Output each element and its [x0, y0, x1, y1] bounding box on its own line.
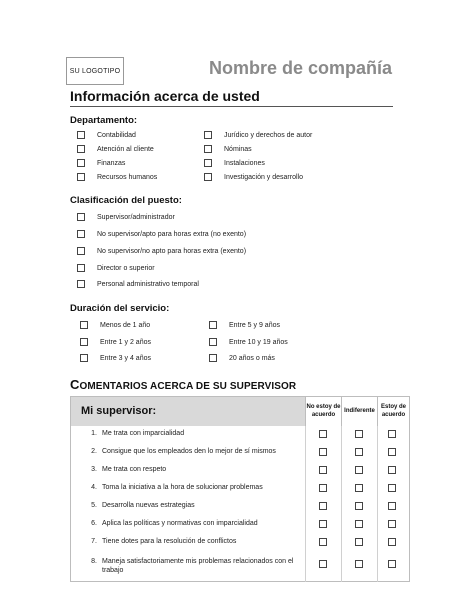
item-text: Desarrolla nuevas estrategias	[102, 502, 195, 509]
checkbox[interactable]	[209, 354, 217, 362]
logo-text: SU LOGOTIPO	[69, 67, 121, 75]
checkbox[interactable]	[80, 354, 88, 362]
dept-option[interactable]: Instalaciones	[204, 159, 265, 167]
column-header-disagree: No estoy de acuerdo	[305, 397, 341, 426]
dept-option[interactable]: Recursos humanos	[77, 173, 157, 181]
checkbox[interactable]	[209, 321, 217, 329]
item-text: Tiene dotes para la resolución de conflictos	[102, 538, 237, 545]
checkbox[interactable]	[204, 159, 212, 167]
neutral-checkbox[interactable]	[355, 484, 363, 492]
service-option[interactable]: 20 años o más	[209, 354, 275, 362]
agree-checkbox[interactable]	[388, 484, 396, 492]
item-text: Aplica las políticas y normativas con imparcialidad	[102, 520, 258, 527]
disagree-checkbox[interactable]	[319, 448, 327, 456]
department-label: Departamento:	[70, 115, 138, 126]
position-option[interactable]: Supervisor/administrador	[77, 213, 175, 221]
service-option[interactable]: Entre 3 y 4 años	[80, 354, 151, 362]
column-divider	[341, 426, 342, 582]
item-text: Me trata con imparcialidad	[102, 430, 185, 437]
disagree-checkbox[interactable]	[319, 520, 327, 528]
column-divider	[377, 426, 378, 582]
checkbox[interactable]	[80, 338, 88, 346]
neutral-checkbox[interactable]	[355, 520, 363, 528]
position-option[interactable]: Director o superior	[77, 264, 155, 272]
dept-option[interactable]: Atención al cliente	[77, 145, 154, 153]
checkbox[interactable]	[77, 230, 85, 238]
position-option[interactable]: Personal administrativo temporal	[77, 280, 199, 288]
service-option[interactable]: Menos de 1 año	[80, 321, 150, 329]
service-option[interactable]: Entre 1 y 2 años	[80, 338, 151, 346]
item-text: Consigue que los empleados den lo mejor de sí mismos	[102, 448, 276, 455]
service-option[interactable]: Entre 5 y 9 años	[209, 321, 280, 329]
checkbox[interactable]	[80, 321, 88, 329]
disagree-checkbox[interactable]	[319, 560, 327, 568]
item-number: 8.	[91, 558, 97, 565]
neutral-checkbox[interactable]	[355, 538, 363, 546]
item-number: 7.	[91, 538, 97, 545]
checkbox[interactable]	[77, 247, 85, 255]
item-number: 5.	[91, 502, 97, 509]
item-number: 1.	[91, 430, 97, 437]
item-text: Me trata con respeto	[102, 466, 167, 473]
section-title-about: Información acerca de usted	[70, 88, 393, 107]
item-text: Maneja satisfactoriamente mis problemas relacionados con el trabajo	[102, 558, 294, 574]
item-number: 4.	[91, 484, 97, 491]
logo-placeholder	[66, 57, 124, 85]
column-header-neutral: Indiferente	[341, 397, 377, 426]
section-title-comments: COMENTARIOS ACERCA DE SU SUPERVISOR	[70, 377, 297, 392]
agree-checkbox[interactable]	[388, 538, 396, 546]
disagree-checkbox[interactable]	[319, 484, 327, 492]
column-header-agree: Estoy de acuerdo	[377, 397, 409, 426]
checkbox[interactable]	[204, 131, 212, 139]
checkbox[interactable]	[204, 145, 212, 153]
dept-option[interactable]: Finanzas	[77, 159, 125, 167]
agree-checkbox[interactable]	[388, 430, 396, 438]
item-number: 6.	[91, 520, 97, 527]
agree-checkbox[interactable]	[388, 520, 396, 528]
agree-checkbox[interactable]	[388, 502, 396, 510]
neutral-checkbox[interactable]	[355, 502, 363, 510]
agree-checkbox[interactable]	[388, 560, 396, 568]
neutral-checkbox[interactable]	[355, 466, 363, 474]
checkbox[interactable]	[77, 213, 85, 221]
checkbox[interactable]	[77, 131, 85, 139]
item-text: Toma la iniciativa a la hora de solucionar problemas	[102, 484, 263, 491]
neutral-checkbox[interactable]	[355, 430, 363, 438]
supervisor-rating-table	[70, 396, 410, 582]
dept-option[interactable]: Jurídico y derechos de autor	[204, 131, 312, 139]
neutral-checkbox[interactable]	[355, 448, 363, 456]
checkbox[interactable]	[204, 173, 212, 181]
agree-checkbox[interactable]	[388, 448, 396, 456]
position-label: Clasificación del puesto:	[70, 195, 182, 206]
company-name: Nombre de compañía	[208, 58, 392, 78]
dept-option[interactable]: Nóminas	[204, 145, 252, 153]
neutral-checkbox[interactable]	[355, 560, 363, 568]
disagree-checkbox[interactable]	[319, 466, 327, 474]
disagree-checkbox[interactable]	[319, 502, 327, 510]
table-label: Mi supervisor:	[81, 405, 157, 417]
service-option[interactable]: Entre 10 y 19 años	[209, 338, 288, 346]
position-option[interactable]: No supervisor/apto para horas extra (no exento)	[77, 230, 246, 238]
disagree-checkbox[interactable]	[319, 538, 327, 546]
item-number: 2.	[91, 448, 97, 455]
column-divider	[305, 426, 306, 582]
checkbox[interactable]	[77, 264, 85, 272]
checkbox[interactable]	[77, 173, 85, 181]
dept-option[interactable]: Contabilidad	[77, 131, 136, 139]
item-number: 3.	[91, 466, 97, 473]
agree-checkbox[interactable]	[388, 466, 396, 474]
checkbox[interactable]	[77, 159, 85, 167]
position-option[interactable]: No supervisor/no apto para horas extra (exento)	[77, 247, 246, 255]
service-label: Duración del servicio:	[70, 303, 170, 314]
disagree-checkbox[interactable]	[319, 430, 327, 438]
checkbox[interactable]	[77, 280, 85, 288]
checkbox[interactable]	[77, 145, 85, 153]
dept-option[interactable]: Investigación y desarrollo	[204, 173, 303, 181]
checkbox[interactable]	[209, 338, 217, 346]
